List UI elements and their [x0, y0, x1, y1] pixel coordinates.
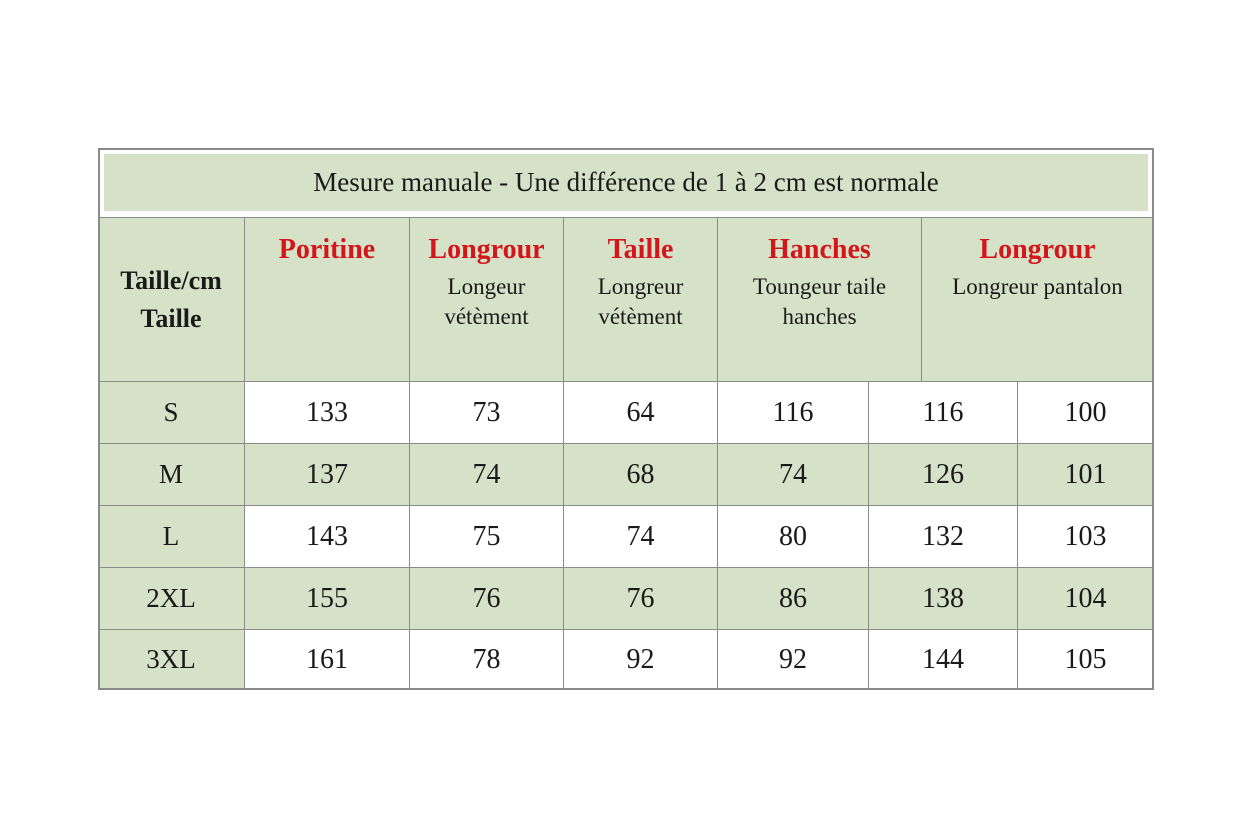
value-cell: 116: [869, 382, 1018, 444]
corner-line-1: Taille/cm: [120, 265, 222, 295]
value-cell: 161: [245, 630, 410, 690]
value-cell: 80: [718, 506, 869, 568]
corner-line-2: Taille: [140, 303, 202, 333]
value-cell: 103: [1018, 506, 1154, 568]
header-label: Taille: [607, 234, 674, 265]
header-hanches: [718, 218, 922, 382]
value-cell: 101: [1018, 444, 1154, 506]
header-sub: [952, 272, 1123, 302]
size-label-cell: L: [98, 506, 245, 568]
size-label-cell: S: [98, 382, 245, 444]
size-label-cell: 3XL: [98, 630, 245, 690]
value-cell: 76: [564, 568, 718, 630]
value-cell: 116: [718, 382, 869, 444]
value-cell: 144: [869, 630, 1018, 690]
value-cell: 75: [410, 506, 564, 568]
value-cell: 92: [718, 630, 869, 690]
value-cell: 68: [564, 444, 718, 506]
value-cell: 143: [245, 506, 410, 568]
value-cell: 104: [1018, 568, 1154, 630]
header-label: Longrour: [428, 234, 545, 265]
value-cell: 92: [564, 630, 718, 690]
header-label: Hanches: [768, 234, 871, 265]
header-longrour-2: [922, 218, 1154, 382]
value-cell: 74: [410, 444, 564, 506]
value-cell: 138: [869, 568, 1018, 630]
header-label: Poritine: [278, 234, 376, 265]
value-cell: 74: [718, 444, 869, 506]
header-poritine: [245, 218, 410, 382]
header-label: Longrour: [979, 234, 1096, 265]
value-cell: 73: [410, 382, 564, 444]
value-cell: 126: [869, 444, 1018, 506]
chart-title: Mesure manuale - Une différence de 1 à 2 cm est normale: [104, 154, 1148, 211]
value-cell: 133: [245, 382, 410, 444]
value-cell: 155: [245, 568, 410, 630]
size-label-cell: M: [98, 444, 245, 506]
size-label-cell: 2XL: [98, 568, 245, 630]
header-sub-line: hanches: [782, 304, 857, 329]
value-cell: 64: [564, 382, 718, 444]
header-longrour-1: [410, 218, 564, 382]
title-bar: [98, 148, 1154, 218]
header-sub-line: vétèment: [444, 304, 529, 329]
header-corner: [98, 218, 245, 382]
size-chart: [98, 148, 1154, 690]
value-cell: 86: [718, 568, 869, 630]
header-sub-line: Toungeur taile: [752, 274, 887, 299]
value-cell: 74: [564, 506, 718, 568]
header-sub-line: Longeur: [447, 274, 526, 299]
value-cell: 78: [410, 630, 564, 690]
header-taille: [564, 218, 718, 382]
header-sub: [598, 272, 684, 332]
header-sub: [753, 272, 886, 332]
value-cell: 137: [245, 444, 410, 506]
header-sub-line: vétèment: [598, 304, 683, 329]
header-sub-line: Longreur pantalon: [952, 274, 1123, 299]
header-sub: [444, 272, 528, 332]
value-cell: 100: [1018, 382, 1154, 444]
value-cell: 105: [1018, 630, 1154, 690]
value-cell: 76: [410, 568, 564, 630]
value-cell: 132: [869, 506, 1018, 568]
header-sub-line: Longreur: [597, 274, 684, 299]
